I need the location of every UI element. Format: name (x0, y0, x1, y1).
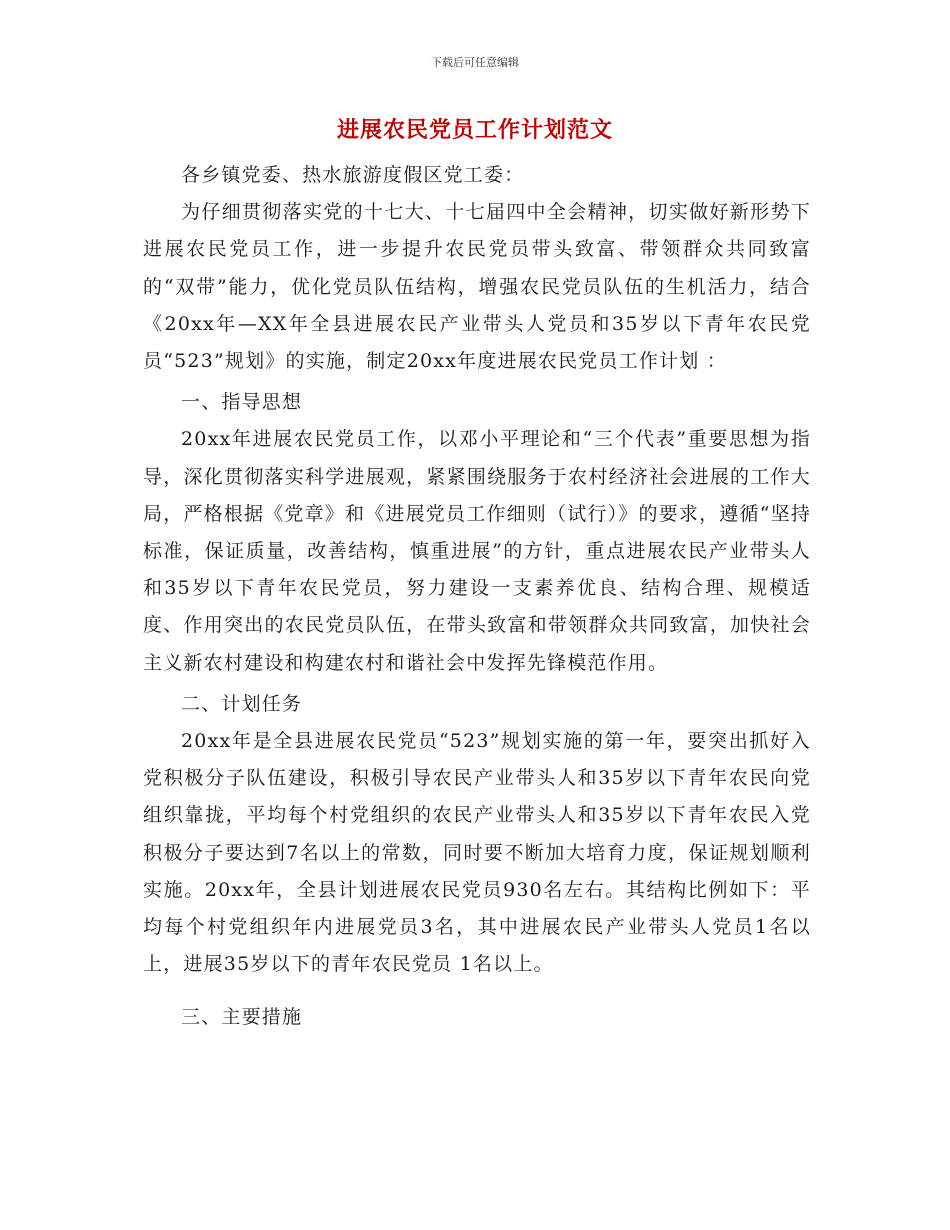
document-body (143, 157, 811, 1037)
document-title: 进展农民党员工作计划范文 (336, 118, 613, 143)
guiding-ideology-paragraph: 20xx年进展农民党员工作，以邓小平理论和“三个代表”重要思想为指导，深化贯彻落实科学进展观，紧紧围绕服务于农村经济社会进展的工作大局，严格根据《党章》和《进展党员工作细则（试行）》的要求，遵循“坚持标准，保证质量，改善结构，慎重进展”的方针，重点进展农民产业带头人和35岁以下青年农民党员，努力建设一支素养优良、结构合理、规模适度、作用突出的农民党员队伍，在带头致富和带领群众共同致富，加快社会主义新农村建设和构建农村和谐社会中发挥先锋模范作用。 (143, 428, 812, 674)
header-note: 下载后可任意编辑 (431, 56, 519, 69)
section-heading-main-measures: 三、主要措施 (181, 1006, 303, 1029)
plan-tasks-paragraph: 20xx年是全县进展农民党员“523”规划实施的第一年，要突出抓好入党积极分子队伍建设，积极引导农民产业带头人和35岁以下青年农民向党组织靠拢，平均每个村党组织的农民产业带头人和35岁以下青年农民入党积极分子要达到7名以上的常数，同时要不断加大培育力度，保证规划顺利实施。20xx年，全县计划进展农民党员930名左右。其结构比例如下：平均每个村党组织年内进展党员3名，其中进展农民产业带头人党员1名以上，进展35岁以下的青年农民党员 1名以上。 (143, 730, 811, 976)
section-heading-plan-tasks: 二、计划任务 (181, 692, 303, 715)
section-heading-guiding-ideology: 一、指导思想 (181, 391, 303, 414)
intro-paragraph: 为仔细贯彻落实党的十七大、十七届四中全会精神，切实做好新形势下进展农民党员工作，进一步提升农民党员带头致富、带领群众共同致富的“双带”能力，优化党员队伍结构，增强农民党员队伍的生机活力，结合《20xx年—XX年全县进展农民产业带头人党员和35岁以下青年农民党员“523”规划》的实施，制定20xx年度进展农民党员工作计划 ： (143, 201, 811, 373)
salutation: 各乡镇党委、热水旅游度假区党工委： (181, 164, 525, 186)
